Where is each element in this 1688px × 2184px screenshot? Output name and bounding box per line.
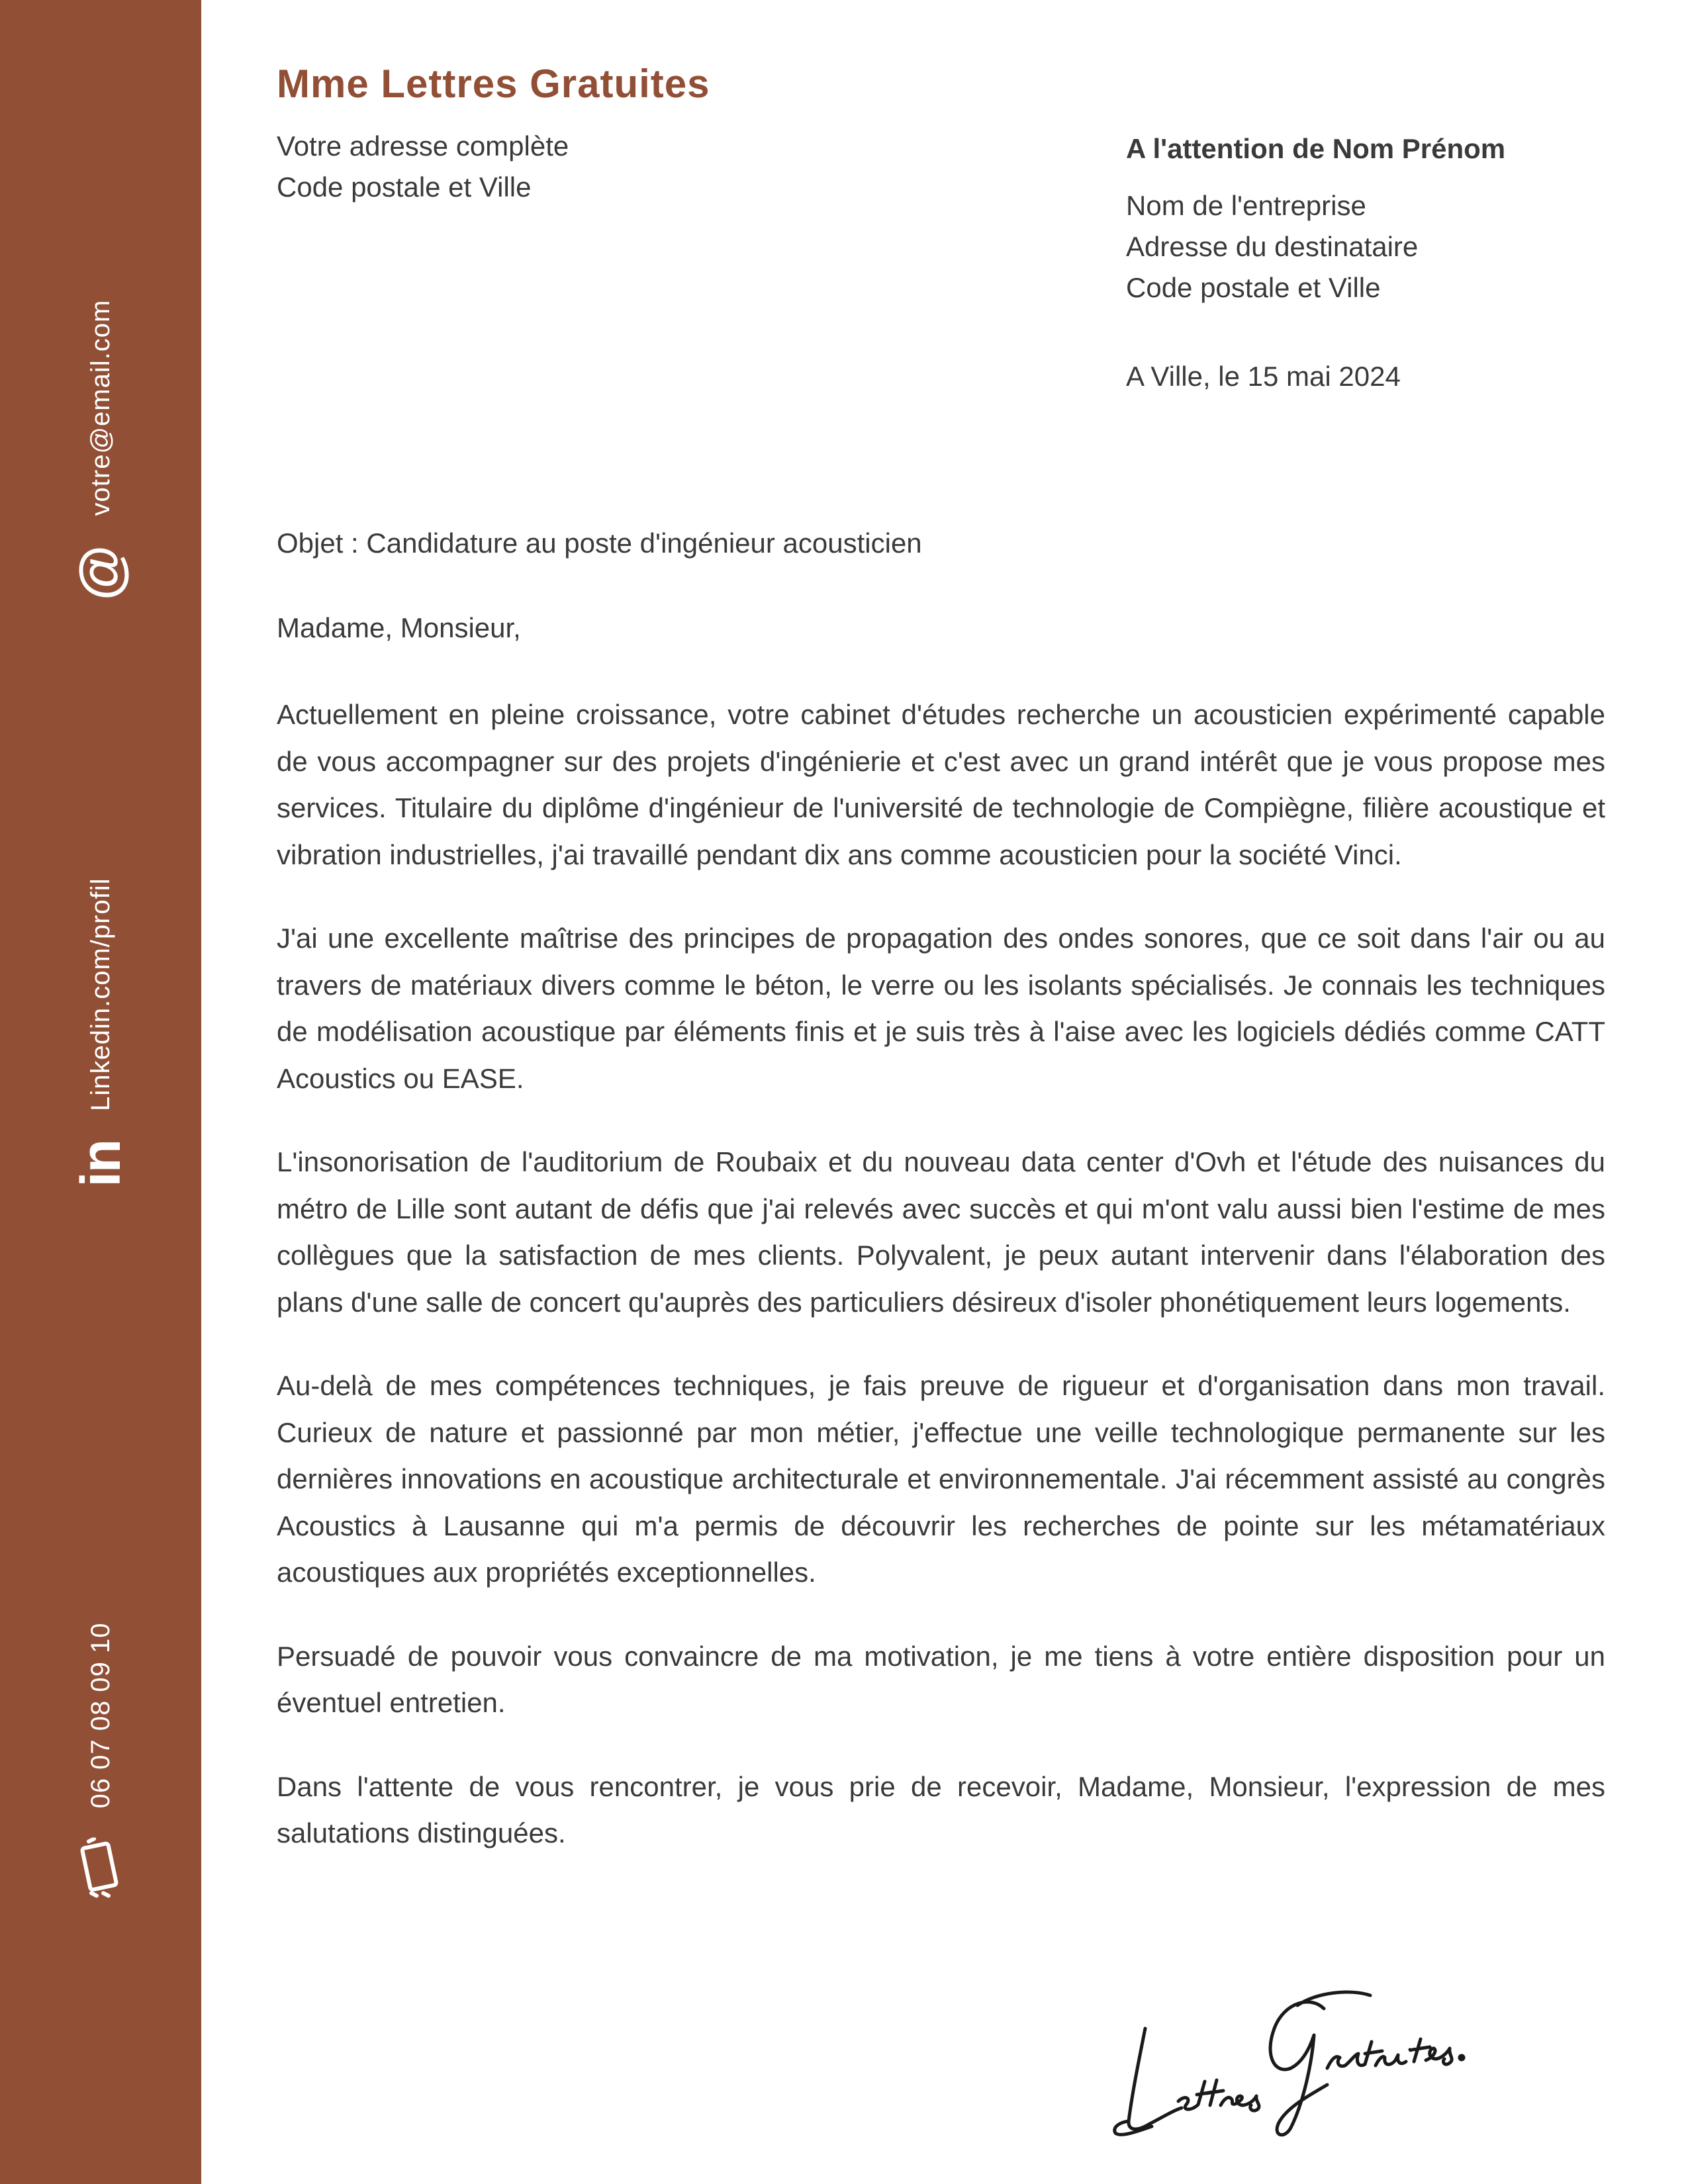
recipient-block (1126, 128, 1505, 308)
at-icon: @ (69, 545, 132, 601)
letter-subject: Objet : Candidature au poste d'ingénieur acousticien (277, 527, 922, 559)
recipient-attention: A l'attention de Nom Prénom (1126, 133, 1506, 164)
body-paragraph: L'insonorisation de l'auditorium de Roubaix et du nouveau data center d'Ovh et l'étude des nuisances du métro de Lille sont autant de défis que j'ai relevés avec succès et qui m'ont valu aussi bien l'estime de mes collègues que la satisfaction de mes clients. Polyvalent, je peux autant intervenir dans l'élaboration des plans d'une salle de concert qu'auprès des particuliers désireux d'isoler phonétiquement leurs logements. (277, 1146, 1605, 1318)
body-paragraph: Persuadé de pouvoir vous convaincre de ma motivation, je me tiens à votre entière disposition pour un éventuel entretien. (277, 1640, 1605, 1718)
phone-icon (77, 1837, 124, 1898)
linkedin-icon: in (70, 1140, 132, 1187)
recipient-address: Adresse du destinataire (1126, 231, 1419, 262)
sender-address (277, 126, 569, 208)
contact-email (69, 299, 132, 601)
body-paragraph: Actuellement en pleine croissance, votre cabinet d'études recherche un acousticien expérimenté capable de vous accompagner sur des projets d'ingénierie et c'est avec un grand intérêt que je vous propose mes services. Titulaire du diplôme d'ingénieur de l'université de technologie de Compiègne, filière acoustique et vibration industrielles, j'ai travaillé pendant dix ans comme acousticien pour la société Vinci. (277, 699, 1605, 870)
sidebar (0, 0, 201, 2184)
linkedin-text[interactable]: Linkedin.com/profil (85, 878, 115, 1111)
letter-body (277, 692, 1605, 1894)
body-paragraph: Dans l'attente de vous rencontrer, je vous prie de recevoir, Madame, Monsieur, l'expression de mes salutations distinguées. (277, 1770, 1605, 1848)
letter-salutation: Madame, Monsieur, (277, 612, 521, 643)
body-paragraph: J'ai une excellente maîtrise des principes de propagation des ondes sonores, que ce soit dans l'air ou au travers de matériaux divers comme le béton, le verre ou les isolants spécialisés. Je connais les techniques de modélisation acoustique par éléments finis et je suis très à l'aise avec les logiciels dédiés comme CATT Acoustics ou EASE. (277, 923, 1605, 1094)
sender-city-line: Code postale et Ville (277, 171, 532, 203)
letter-date: A Ville, le 15 mai 2024 (1126, 361, 1401, 392)
sender-name: Mme Lettres Gratuites (277, 62, 710, 106)
body-paragraph: Au-delà de mes compétences techniques, je fais preuve de rigueur et d'organisation dans mon travail. Curieux de nature et passionné par mon métier, j'effectue une veille technologique permanente sur les dernières innovations en acoustique architecturale et environnementale. J'ai récemment assisté au congrès Acoustics à Lausanne qui m'a permis de découvrir les recherches de pointe sur les métamatériaux acoustiques aux propriétés exceptionnelles. (277, 1370, 1605, 1588)
recipient-company: Nom de l'entreprise (1126, 190, 1366, 221)
phone-text[interactable]: 06 07 08 09 10 (85, 1622, 115, 1809)
signature (1099, 1969, 1496, 2148)
email-text[interactable]: votre@email.com (85, 299, 115, 516)
contact-linkedin (70, 878, 132, 1187)
recipient-city: Code postale et Ville (1126, 272, 1381, 303)
contact-phone (77, 1623, 124, 1899)
sender-address-line: Votre adresse complète (277, 130, 569, 161)
